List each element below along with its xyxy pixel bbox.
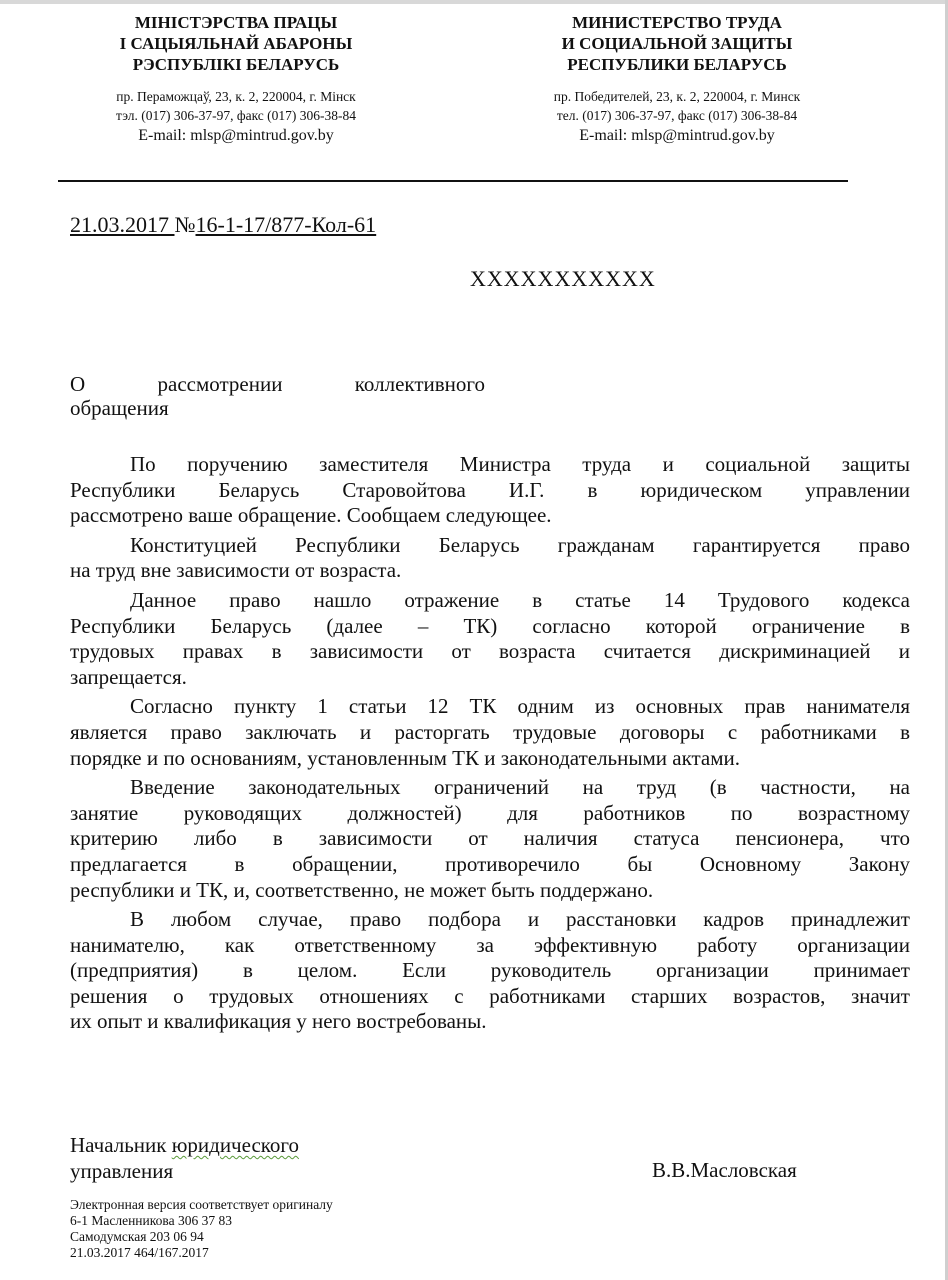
reference-line [70,212,376,238]
phone: тэл. (017) 306-37-97, факс (017) 306-38-84 [115,108,357,123]
footer-line: Электронная версия соответствует оригиналу [70,1197,333,1212]
title-word: Начальник [70,1133,167,1157]
addressee: XXXXXXXXXXX [470,266,656,291]
paragraph-line: Введение законодательных ограничений на труд (в частности, на [130,775,910,800]
subject [70,372,485,420]
ref-number: 16-1-17/877-Кол-61 [195,212,377,237]
paragraph-line: По поручению заместителя Министра труда и социальной защиты [130,452,910,476]
paragraph-line: предлагается в обращении, противоречило бы Основному Закону [70,851,910,876]
letterhead-belarusian [56,12,416,147]
paragraph [70,533,910,584]
address: пр. Победителей, 23, к. 2, 220004, г. Минск [553,89,801,104]
paragraph-line: критерию либо в зависимости от наличия статуса пенсионера, что [70,826,910,851]
paragraph [70,907,910,1035]
footer-line: Самодумская 203 06 94 [70,1229,204,1244]
paragraph-line: республики и ТК, и, соответственно, не может быть поддержано. [70,877,654,902]
paragraph-line: (предприятия) в целом. Если руководитель организации принимает [70,958,910,983]
paragraph-line: трудовых правах в зависимости от возраста считается дискриминацией и [70,639,910,664]
paragraph-line: Конституцией Республики Беларусь гражданам гарантируется право [130,532,910,557]
paragraph-line: запрещается. [70,664,187,689]
paragraph-line: нанимателю, как ответственному за эффективную работу организации [70,932,910,957]
ref-no-sign: № [174,212,196,237]
paragraph-line: на труд вне зависимости от возраста. [70,558,402,583]
paragraph-line: является право заключать и расторгать трудовые договоры с работниками в [70,719,910,744]
footer-line: 21.03.2017 464/167.2017 [70,1245,209,1260]
paragraph [70,588,910,690]
ref-date: 21.03.2017 [70,212,175,237]
org-line: І САЦЫЯЛЬНАЙ АБАРОНЫ [119,34,353,53]
subject-line: О рассмотрении коллективного [70,372,485,396]
subject-line: обращения [70,396,169,420]
paragraph-line: Республики Беларусь Старовойтова И.Г. в юридическом управлении [70,477,910,502]
address: пр. Пераможцаў, 23, к. 2, 220004, г. Мінск [116,89,356,104]
org-line: РЕСПУБЛИКИ БЕЛАРУСЬ [567,55,787,74]
signature-title [70,1132,299,1184]
letterhead-russian [497,12,857,147]
title-line: управления [70,1159,174,1183]
signatory-name: В.В.Масловская [652,1158,797,1182]
paragraph [70,452,910,529]
phone: тел. (017) 306-37-97, факс (017) 306-38-84 [556,108,798,123]
paragraph-line: решения о трудовых отношениях с работниками старших возрастов, значит [70,983,910,1008]
title-word: юридического [171,1133,300,1157]
paragraph [70,694,910,771]
email: E-mail: mlsp@mintrud.gov.by [579,127,775,144]
email: E-mail: mlsp@mintrud.gov.by [138,127,334,144]
paragraph-line: Согласно пункту 1 статьи 12 ТК одним из основных прав нанимателя [130,694,910,719]
org-line: МИНИСТЕРСТВО ТРУДА [572,13,782,32]
paragraph-line: Данное право нашло отражение в статье 14 Трудового кодекса [130,587,910,612]
org-line: И СОЦИАЛЬНОЙ ЗАЩИТЫ [561,34,793,53]
header-divider [58,180,848,182]
footer-line: 6-1 Масленникова 306 37 83 [70,1213,232,1228]
paragraph-line: порядке и по основаниям, установленным ТК и законодательными актами. [70,745,741,770]
paragraph-line: занятие руководящих должностей) для работников по возрастному [70,800,910,825]
paragraph [70,775,910,903]
paragraph-line: рассмотрено ваше обращение. Сообщаем следующее. [70,503,552,528]
footer-notes [70,1197,333,1261]
paragraph-line: Республики Беларусь (далее – ТК) согласно которой ограничение в [70,613,910,638]
org-line: МІНІСТЭРСТВА ПРАЦЫ [134,13,338,32]
paragraph-line: В любом случае, право подбора и расстановки кадров принадлежит [130,907,910,932]
window-top-border [0,0,948,4]
org-line: РЭСПУБЛІКІ БЕЛАРУСЬ [132,55,340,74]
letter-body [70,452,910,1039]
paragraph-line: их опыт и квалификация у него востребованы. [70,1009,487,1034]
